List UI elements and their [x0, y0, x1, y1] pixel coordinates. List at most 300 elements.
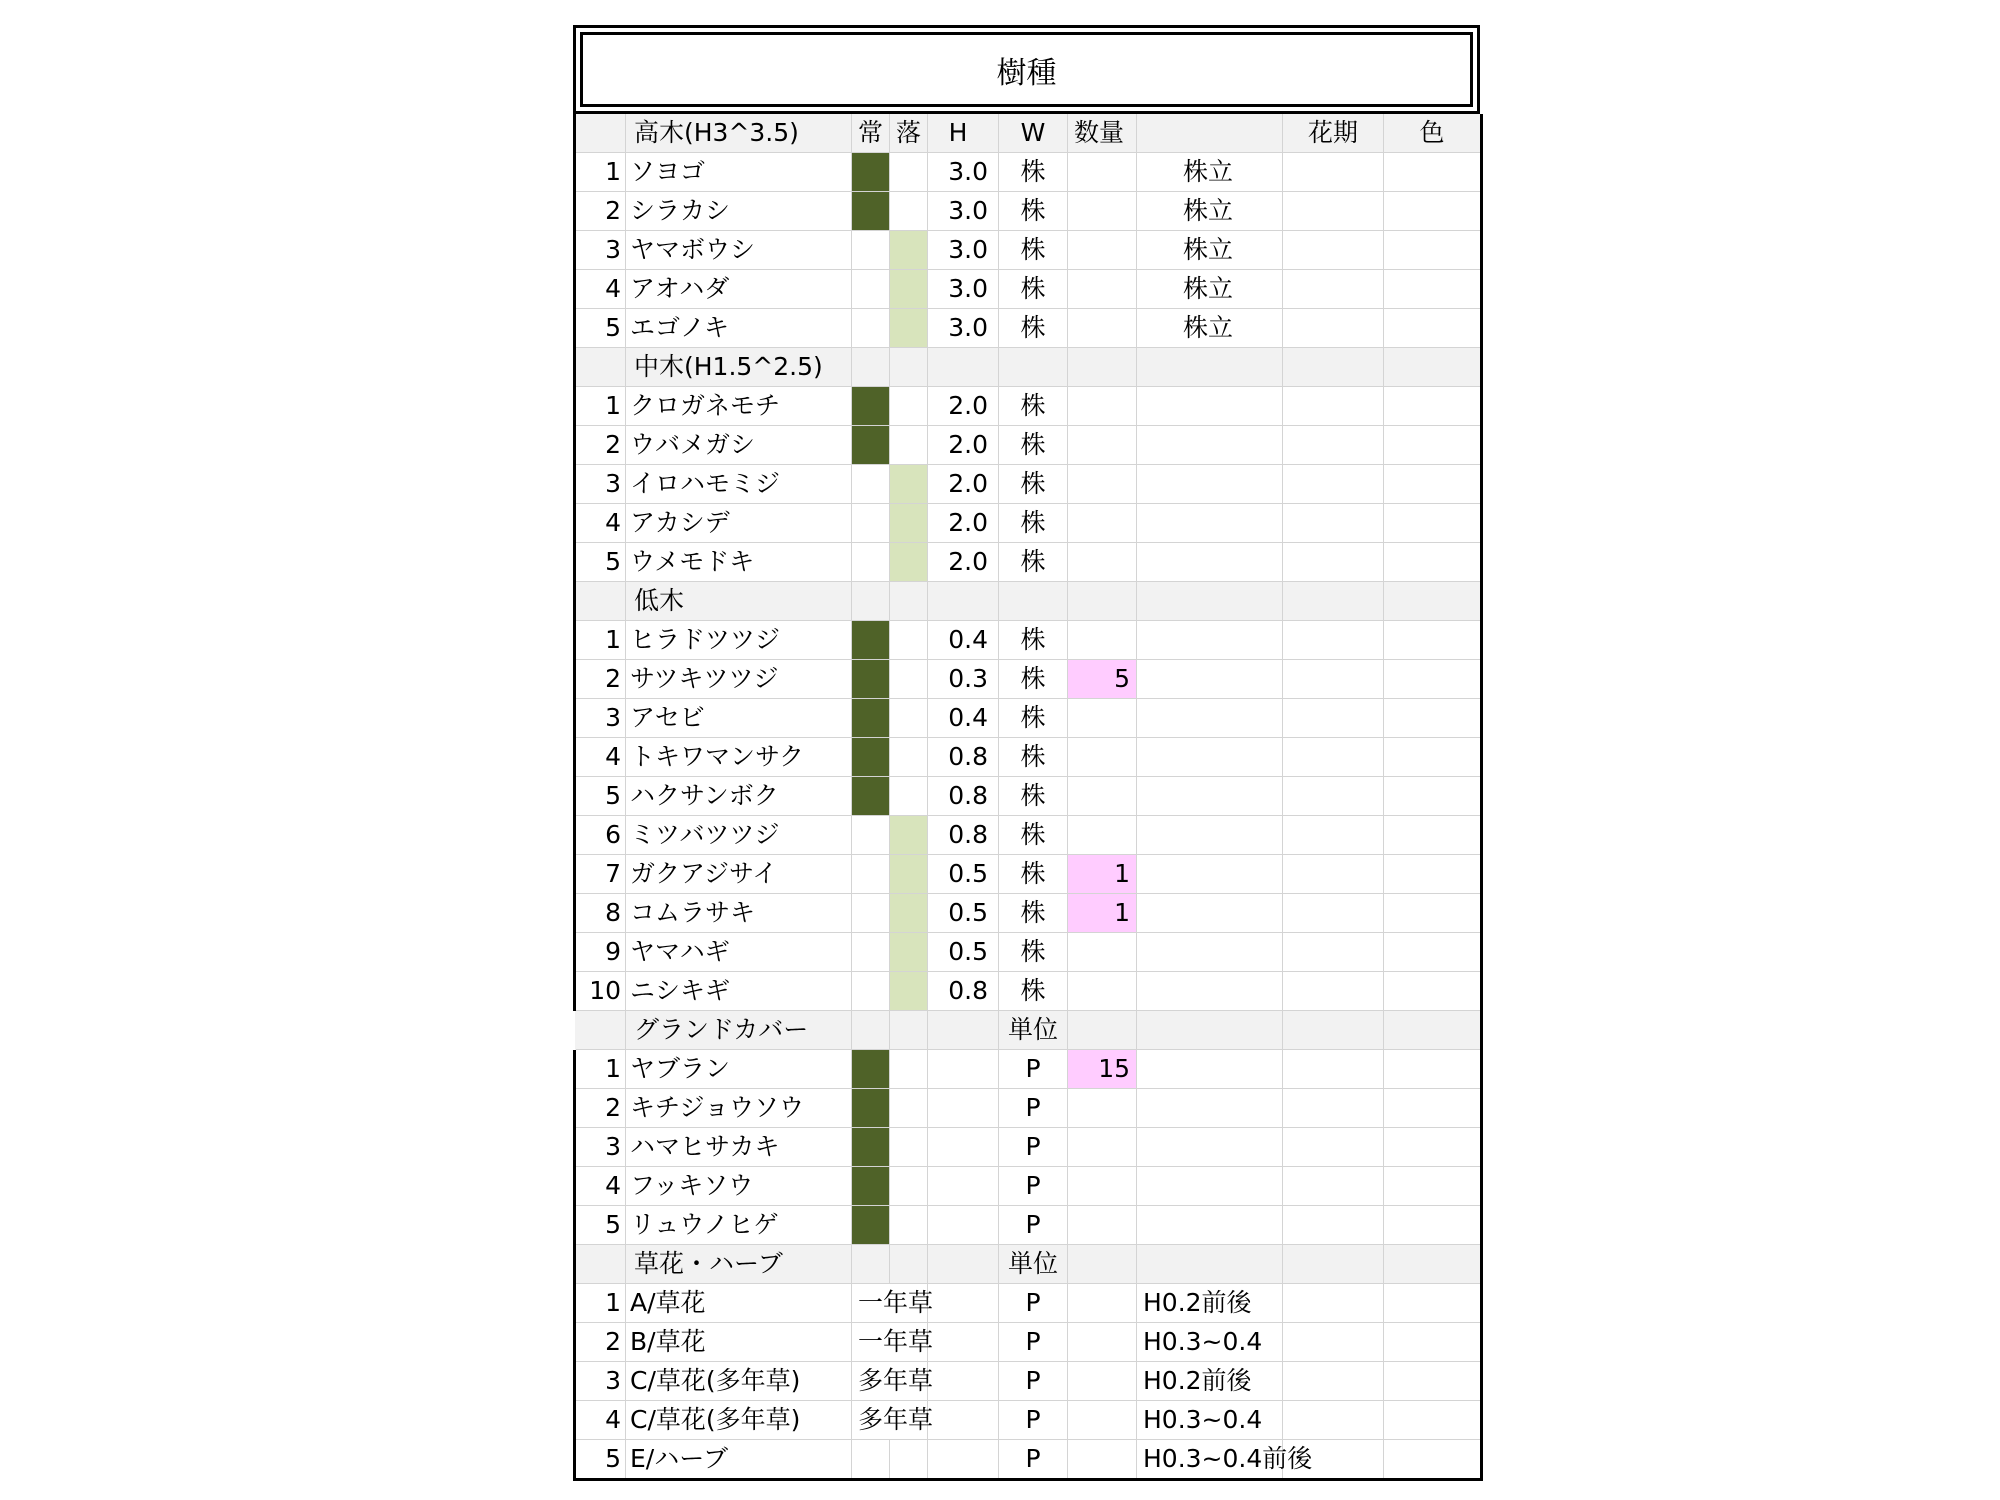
unit-value: 株 [999, 777, 1068, 816]
section-no [575, 582, 626, 621]
color-cell [1384, 1206, 1482, 1245]
height-value: 0.8 [928, 777, 999, 816]
flowering-cell [1283, 1401, 1384, 1440]
table-row [575, 660, 1482, 699]
flowering-cell [1283, 816, 1384, 855]
table-row [575, 621, 1482, 660]
evergreen-cell [852, 777, 890, 816]
flowering-cell [1283, 738, 1384, 777]
row-number: 4 [575, 504, 626, 543]
unit-value: 株 [999, 426, 1068, 465]
quantity-value [1068, 1128, 1137, 1167]
height-value: 2.0 [928, 465, 999, 504]
row-number: 4 [575, 1401, 626, 1440]
color-cell [1384, 504, 1482, 543]
unit-value: P [999, 1362, 1068, 1401]
quantity-value [1068, 387, 1137, 426]
species-name: アオハダ [626, 270, 852, 309]
deciduous-cell [890, 933, 928, 972]
deciduous-cell [890, 699, 928, 738]
note-value [1137, 816, 1283, 855]
species-name: クロガネモチ [626, 387, 852, 426]
section-cell [852, 1245, 890, 1284]
table-row [575, 231, 1482, 270]
note-value: H0.3~0.4 [1137, 1401, 1283, 1440]
height-value: 3.0 [928, 153, 999, 192]
header-flowering: 花期 [1283, 114, 1384, 153]
quantity-value: 1 [1068, 855, 1137, 894]
deciduous-cell [890, 192, 928, 231]
color-cell [1384, 1089, 1482, 1128]
section-cell [1068, 582, 1137, 621]
evergreen-cell [852, 270, 890, 309]
species-name: トキワマンサク [626, 738, 852, 777]
table-row [575, 1167, 1482, 1206]
flowering-cell [1283, 660, 1384, 699]
section-cell [890, 1245, 928, 1284]
color-cell [1384, 1167, 1482, 1206]
table-row [575, 1401, 1482, 1440]
quantity-value [1068, 816, 1137, 855]
color-cell [1384, 1323, 1482, 1362]
deciduous-cell [890, 465, 928, 504]
flowering-cell [1283, 1362, 1384, 1401]
unit-value: 株 [999, 621, 1068, 660]
quantity-value [1068, 621, 1137, 660]
evergreen-cell [852, 426, 890, 465]
tree-species-table [573, 114, 1483, 1481]
table-row [575, 387, 1482, 426]
header-w: W [999, 114, 1068, 153]
section-cell [1283, 1011, 1384, 1050]
row-number: 2 [575, 660, 626, 699]
quantity-value [1068, 192, 1137, 231]
height-value [928, 1128, 999, 1167]
species-name: ウバメガシ [626, 426, 852, 465]
species-name: C/草花(多年草) [626, 1362, 852, 1401]
note-value [1137, 1206, 1283, 1245]
height-value [928, 1167, 999, 1206]
note-value [1137, 621, 1283, 660]
quantity-value [1068, 1323, 1137, 1362]
species-name: ハマヒサカキ [626, 1128, 852, 1167]
deciduous-cell [890, 426, 928, 465]
header-row [575, 114, 1482, 153]
section-cell [1384, 348, 1482, 387]
flowering-cell [1283, 1284, 1384, 1323]
row-number: 5 [575, 543, 626, 582]
color-cell [1384, 1401, 1482, 1440]
row-number: 8 [575, 894, 626, 933]
evergreen-cell [852, 309, 890, 348]
quantity-value [1068, 465, 1137, 504]
section-title: 低木 [626, 582, 852, 621]
row-number: 3 [575, 699, 626, 738]
unit-value: P [999, 1206, 1068, 1245]
unit-value: 株 [999, 894, 1068, 933]
color-cell [1384, 387, 1482, 426]
table-row [575, 153, 1482, 192]
color-cell [1384, 777, 1482, 816]
evergreen-cell [852, 231, 890, 270]
section-cell [928, 348, 999, 387]
section-cell [1068, 1245, 1137, 1284]
species-name: B/草花 [626, 1323, 852, 1362]
section-cell [928, 582, 999, 621]
height-value [928, 1050, 999, 1089]
height-value: 0.5 [928, 894, 999, 933]
color-cell [1384, 309, 1482, 348]
height-value [928, 1206, 999, 1245]
species-name: ヤマボウシ [626, 231, 852, 270]
height-value: 2.0 [928, 543, 999, 582]
table-row [575, 1362, 1482, 1401]
height-value: 0.8 [928, 738, 999, 777]
height-value: 2.0 [928, 387, 999, 426]
row-number: 6 [575, 816, 626, 855]
table-row [575, 699, 1482, 738]
table-row [575, 504, 1482, 543]
section-cell [890, 1011, 928, 1050]
deciduous-cell [890, 543, 928, 582]
note-value [1137, 660, 1283, 699]
species-name: フッキソウ [626, 1167, 852, 1206]
deciduous-cell [890, 1167, 928, 1206]
flowering-cell [1283, 777, 1384, 816]
species-name: ハクサンボク [626, 777, 852, 816]
evergreen-cell [852, 894, 890, 933]
height-value: 3.0 [928, 192, 999, 231]
section-cell [928, 1245, 999, 1284]
color-cell [1384, 1050, 1482, 1089]
height-value [928, 1362, 999, 1401]
unit-value: 株 [999, 972, 1068, 1011]
header-evergreen: 常 [852, 114, 890, 153]
note-value [1137, 387, 1283, 426]
flowering-cell [1283, 387, 1384, 426]
note-value: 株立 [1137, 192, 1283, 231]
deciduous-cell [890, 972, 928, 1011]
unit-value: P [999, 1050, 1068, 1089]
unit-value: 株 [999, 387, 1068, 426]
row-number: 7 [575, 855, 626, 894]
note-value [1137, 1050, 1283, 1089]
plant-kind: 多年草 [852, 1401, 928, 1440]
color-cell [1384, 153, 1482, 192]
row-number: 1 [575, 621, 626, 660]
flowering-cell [1283, 309, 1384, 348]
section-cell [890, 582, 928, 621]
species-name: キチジョウソウ [626, 1089, 852, 1128]
height-value: 0.4 [928, 621, 999, 660]
deciduous-cell [890, 504, 928, 543]
deciduous-cell [890, 1089, 928, 1128]
height-value [928, 1284, 999, 1323]
section-cell [1137, 1011, 1283, 1050]
height-value [928, 1089, 999, 1128]
row-number: 4 [575, 738, 626, 777]
section-cell [1283, 582, 1384, 621]
species-name: リュウノヒゲ [626, 1206, 852, 1245]
unit-value: P [999, 1167, 1068, 1206]
unit-value: P [999, 1440, 1068, 1480]
flowering-cell [1283, 972, 1384, 1011]
deciduous-cell [890, 231, 928, 270]
deciduous-cell [890, 387, 928, 426]
species-name: サツキツツジ [626, 660, 852, 699]
height-value: 0.5 [928, 933, 999, 972]
height-value [928, 1401, 999, 1440]
color-cell [1384, 1128, 1482, 1167]
row-number: 4 [575, 270, 626, 309]
note-value [1137, 738, 1283, 777]
flowering-cell [1283, 192, 1384, 231]
evergreen-cell [852, 660, 890, 699]
evergreen-cell [852, 855, 890, 894]
row-number: 10 [575, 972, 626, 1011]
species-name: イロハモミジ [626, 465, 852, 504]
section-title: 中木(H1.5^2.5) [626, 348, 852, 387]
section-title: グランドカバー [626, 1011, 852, 1050]
flowering-cell [1283, 1128, 1384, 1167]
species-name: ソヨゴ [626, 153, 852, 192]
quantity-value [1068, 309, 1137, 348]
plant-kind: 多年草 [852, 1362, 928, 1401]
evergreen-cell [852, 816, 890, 855]
section-no [575, 1245, 626, 1284]
color-cell [1384, 816, 1482, 855]
note-value: H0.2前後 [1137, 1362, 1283, 1401]
section-unit [999, 582, 1068, 621]
evergreen-cell [852, 1167, 890, 1206]
deciduous-cell [890, 777, 928, 816]
section-cell [1283, 348, 1384, 387]
table-row [575, 426, 1482, 465]
species-name: ヒラドツツジ [626, 621, 852, 660]
quantity-value [1068, 777, 1137, 816]
deciduous-cell [890, 1440, 928, 1480]
note-value [1137, 1167, 1283, 1206]
quantity-value [1068, 1362, 1137, 1401]
section-unit [999, 348, 1068, 387]
unit-value: 株 [999, 465, 1068, 504]
evergreen-cell [852, 387, 890, 426]
section-cell [1137, 582, 1283, 621]
flowering-cell [1283, 153, 1384, 192]
section-cell [1384, 582, 1482, 621]
color-cell [1384, 894, 1482, 933]
height-value [928, 1323, 999, 1362]
quantity-value [1068, 1089, 1137, 1128]
flowering-cell [1283, 1323, 1384, 1362]
header-note [1137, 114, 1283, 153]
color-cell [1384, 699, 1482, 738]
row-number: 3 [575, 231, 626, 270]
quantity-value: 15 [1068, 1050, 1137, 1089]
height-value: 0.5 [928, 855, 999, 894]
flowering-cell [1283, 1089, 1384, 1128]
header-h: H [928, 114, 999, 153]
unit-value: 株 [999, 738, 1068, 777]
height-value: 2.0 [928, 426, 999, 465]
height-value: 3.0 [928, 270, 999, 309]
section-cell [1384, 1011, 1482, 1050]
height-value: 2.0 [928, 504, 999, 543]
deciduous-cell [890, 894, 928, 933]
color-cell [1384, 192, 1482, 231]
note-value: H0.3~0.4 [1137, 1323, 1283, 1362]
unit-value: 株 [999, 660, 1068, 699]
plant-kind: 一年草 [852, 1323, 928, 1362]
height-value: 0.3 [928, 660, 999, 699]
species-name: アセビ [626, 699, 852, 738]
species-name: A/草花 [626, 1284, 852, 1323]
note-value [1137, 426, 1283, 465]
note-value [1137, 933, 1283, 972]
species-name: アカシデ [626, 504, 852, 543]
unit-value: 株 [999, 816, 1068, 855]
flowering-cell [1283, 855, 1384, 894]
table-row [575, 738, 1482, 777]
section-cell [928, 1011, 999, 1050]
note-value [1137, 1089, 1283, 1128]
section-cell [852, 348, 890, 387]
quantity-value [1068, 231, 1137, 270]
section-cell [1384, 1245, 1482, 1284]
species-name: C/草花(多年草) [626, 1401, 852, 1440]
quantity-value [1068, 1167, 1137, 1206]
unit-value: 株 [999, 504, 1068, 543]
row-number: 2 [575, 1089, 626, 1128]
height-value: 3.0 [928, 231, 999, 270]
color-cell [1384, 1362, 1482, 1401]
color-cell [1384, 1440, 1482, 1480]
quantity-value [1068, 972, 1137, 1011]
color-cell [1384, 231, 1482, 270]
flowering-cell [1283, 621, 1384, 660]
note-value: 株立 [1137, 231, 1283, 270]
evergreen-cell [852, 1440, 890, 1480]
species-name: コムラサキ [626, 894, 852, 933]
color-cell [1384, 660, 1482, 699]
evergreen-cell [852, 699, 890, 738]
section-no [575, 348, 626, 387]
row-number: 5 [575, 309, 626, 348]
table-row [575, 972, 1482, 1011]
species-name: シラカシ [626, 192, 852, 231]
header-color: 色 [1384, 114, 1482, 153]
header-no [575, 114, 626, 153]
deciduous-cell [890, 855, 928, 894]
row-number: 5 [575, 1440, 626, 1480]
row-number: 1 [575, 1284, 626, 1323]
row-number: 2 [575, 192, 626, 231]
note-value [1137, 972, 1283, 1011]
flowering-cell [1283, 543, 1384, 582]
flowering-cell [1283, 1167, 1384, 1206]
evergreen-cell [852, 738, 890, 777]
evergreen-cell [852, 543, 890, 582]
header-section-title: 高木(H3^3.5) [626, 114, 852, 153]
deciduous-cell [890, 153, 928, 192]
evergreen-cell [852, 192, 890, 231]
evergreen-cell [852, 465, 890, 504]
quantity-value [1068, 1284, 1137, 1323]
table-row [575, 1284, 1482, 1323]
note-value [1137, 1128, 1283, 1167]
height-value: 0.8 [928, 972, 999, 1011]
page-title: 樹種 [580, 32, 1473, 107]
section-cell [1137, 1245, 1283, 1284]
section-row [575, 1245, 1482, 1284]
flowering-cell [1283, 1206, 1384, 1245]
table-row [575, 1440, 1482, 1480]
note-value: H0.2前後 [1137, 1284, 1283, 1323]
species-name: ガクアジサイ [626, 855, 852, 894]
row-number: 9 [575, 933, 626, 972]
unit-value: P [999, 1128, 1068, 1167]
table-row [575, 894, 1482, 933]
color-cell [1384, 738, 1482, 777]
note-value [1137, 699, 1283, 738]
table-row [575, 192, 1482, 231]
height-value: 0.4 [928, 699, 999, 738]
section-cell [852, 582, 890, 621]
title-box [573, 25, 1480, 114]
section-unit: 単位 [999, 1245, 1068, 1284]
height-value: 0.8 [928, 816, 999, 855]
note-value [1137, 543, 1283, 582]
section-cell [1137, 348, 1283, 387]
planting-sheet [573, 25, 1480, 1482]
deciduous-cell [890, 309, 928, 348]
quantity-value [1068, 1206, 1137, 1245]
deciduous-cell [890, 1206, 928, 1245]
table-row [575, 309, 1482, 348]
species-name: エゴノキ [626, 309, 852, 348]
evergreen-cell [852, 621, 890, 660]
flowering-cell [1283, 699, 1384, 738]
header-quantity: 数量 [1068, 114, 1137, 153]
note-value: 株立 [1137, 153, 1283, 192]
row-number: 5 [575, 777, 626, 816]
evergreen-cell [852, 504, 890, 543]
deciduous-cell [890, 660, 928, 699]
quantity-value [1068, 738, 1137, 777]
quantity-value [1068, 426, 1137, 465]
flowering-cell [1283, 270, 1384, 309]
height-value: 3.0 [928, 309, 999, 348]
table-row [575, 1128, 1482, 1167]
row-number: 2 [575, 426, 626, 465]
quantity-value [1068, 153, 1137, 192]
deciduous-cell [890, 270, 928, 309]
color-cell [1384, 621, 1482, 660]
section-cell [1068, 1011, 1137, 1050]
plant-kind: 一年草 [852, 1284, 928, 1323]
color-cell [1384, 855, 1482, 894]
quantity-value [1068, 933, 1137, 972]
section-row [575, 1011, 1482, 1050]
species-name: ヤブラン [626, 1050, 852, 1089]
unit-value: 株 [999, 855, 1068, 894]
quantity-value: 1 [1068, 894, 1137, 933]
deciduous-cell [890, 1128, 928, 1167]
color-cell [1384, 426, 1482, 465]
row-number: 5 [575, 1206, 626, 1245]
row-number: 4 [575, 1167, 626, 1206]
row-number: 3 [575, 1128, 626, 1167]
